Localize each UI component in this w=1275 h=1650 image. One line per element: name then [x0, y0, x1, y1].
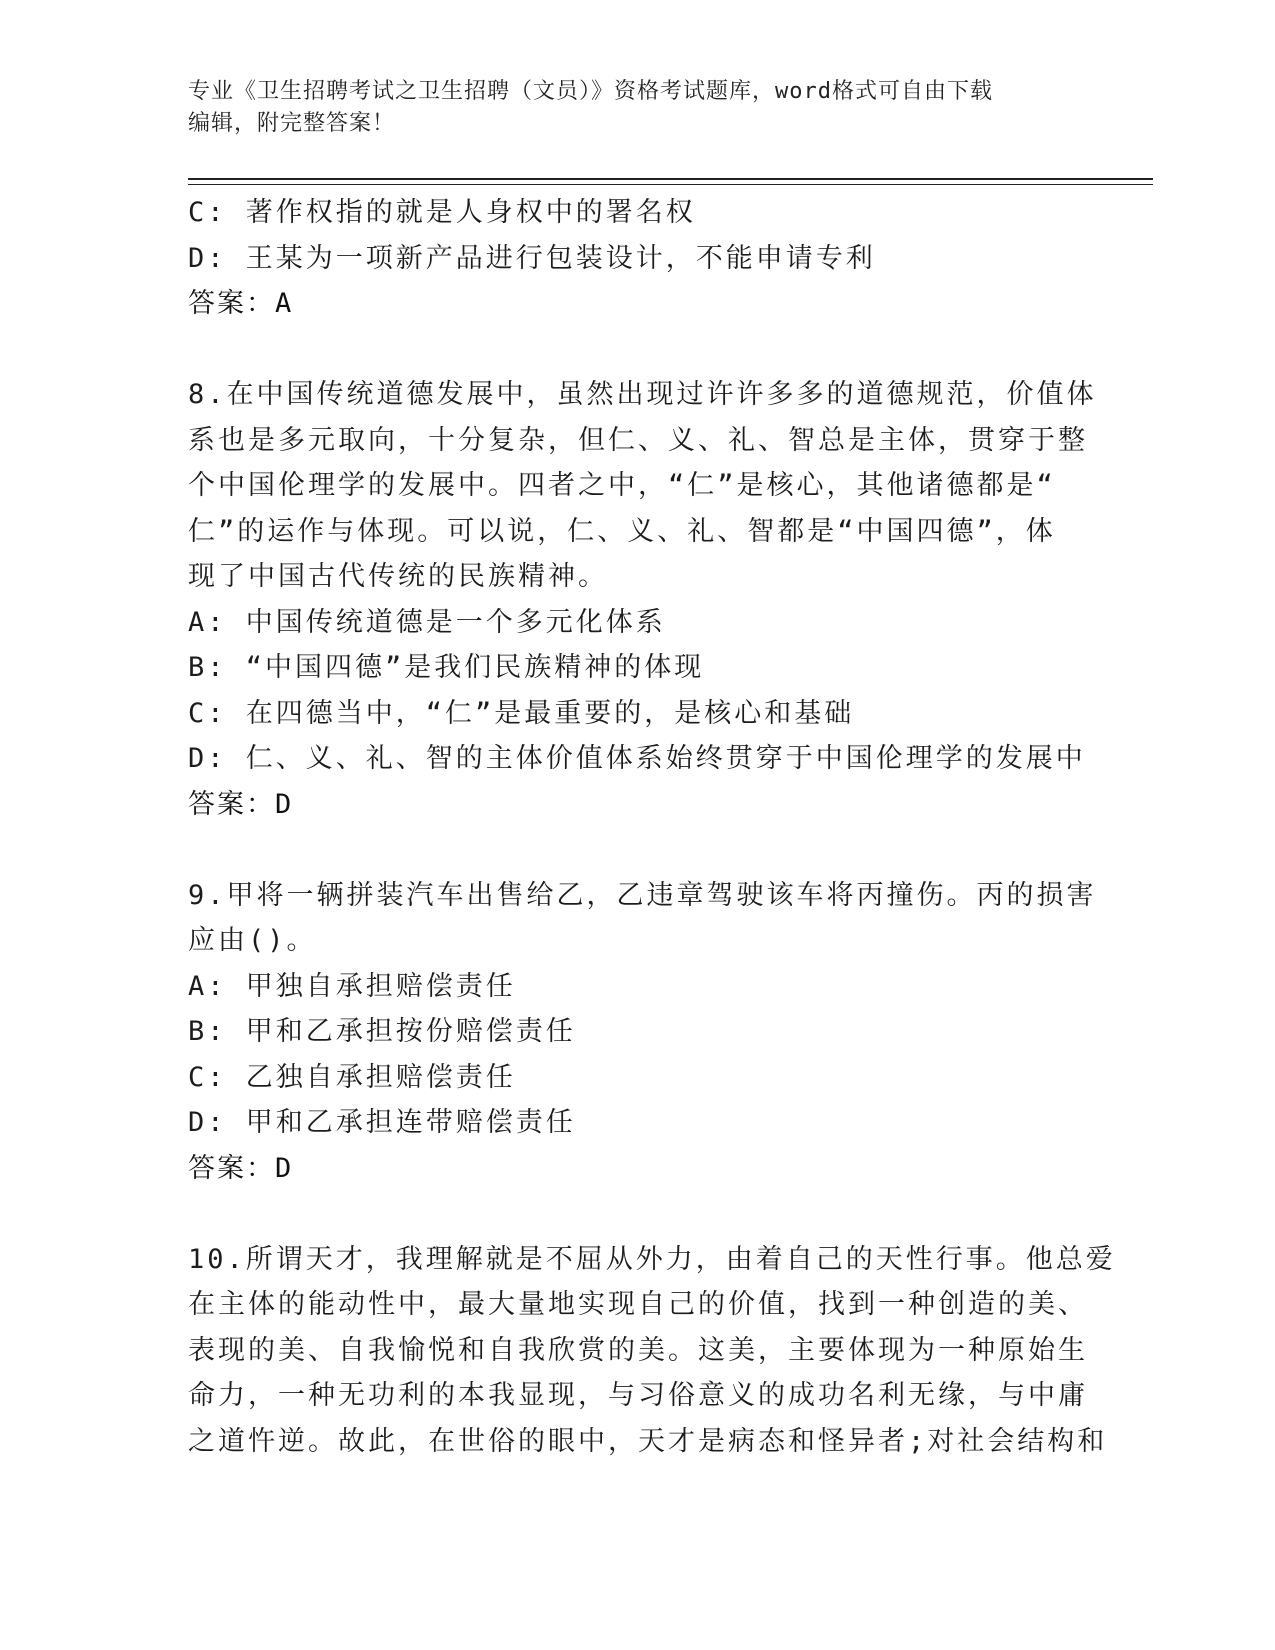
spacer	[188, 827, 1088, 873]
question-stem-line: 系也是多元取向，十分复杂，但仁、义、礼、智总是主体，贯穿于整	[188, 424, 1088, 456]
option-b: B: 甲和乙承担按份赔偿责任	[188, 1016, 576, 1047]
question-stem-line: 在主体的能动性中，最大量地实现自己的价值，找到一种创造的美、	[188, 1289, 1088, 1320]
option-d: D: 仁、义、礼、智的主体价值体系始终贯穿于中国伦理学的发展中	[188, 743, 1086, 774]
option-c: C: 著作权指的就是人身权中的署名权	[188, 197, 696, 228]
header-title-line-2: 编辑，附完整答案！	[188, 111, 396, 136]
spacer	[188, 1191, 1088, 1237]
option-d: D: 甲和乙承担连带赔偿责任	[188, 1107, 576, 1138]
question-stem-line: 命力，一种无功利的本我显现，与习俗意义的成功名利无缘，与中庸	[188, 1380, 1088, 1411]
question-stem-line: 10.所谓天才，我理解就是不屈从外力，由着自己的天性行事。他总爱	[188, 1243, 1116, 1275]
answer-line: 答案：A	[188, 288, 294, 319]
question-stem-line: 8.在中国传统道德发展中，虽然出现过许许多多的道德规范，价值体	[188, 379, 1097, 410]
option-c: C: 乙独自承担赔偿责任	[188, 1061, 516, 1093]
spacer	[188, 327, 1088, 373]
question-stem-line: 表现的美、自我愉悦和自我欣赏的美。这美，主要体现为一种原始生	[188, 1334, 1088, 1366]
question-stem-line: 应由()。	[188, 925, 317, 956]
answer-line: 答案：D	[188, 788, 294, 820]
question-stem-line: 之道忤逆。故此，在世俗的眼中，天才是病态和怪异者;对社会结构和	[188, 1425, 1108, 1457]
document-body	[188, 190, 1116, 1464]
header-divider-thin	[188, 184, 1153, 185]
option-a: A: 甲独自承担赔偿责任	[188, 970, 516, 1002]
question-stem-line: 仁”的运作与体现。可以说，仁、义、礼、智都是“中国四德”，体	[188, 515, 1056, 547]
option-b: B: “中国四德”是我们民族精神的体现	[188, 652, 705, 683]
header-divider-thick	[188, 178, 1153, 180]
answer-line: 答案：D	[188, 1152, 294, 1184]
question-stem-line: 现了中国古代传统的民族精神。	[188, 561, 608, 592]
prev-question-block	[188, 190, 1088, 327]
option-a: A: 中国传统道德是一个多元化体系	[188, 606, 666, 638]
question-stem-line: 9.甲将一辆拼装汽车出售给乙，乙违章驾驶该车将丙撞伤。丙的损害	[188, 879, 1097, 911]
question-10	[188, 1237, 1116, 1465]
question-stem-line: 个中国伦理学的发展中。四者之中，“仁”是核心，其他诸德都是“	[188, 470, 1056, 501]
option-d: D: 王某为一项新产品进行包装设计，不能申请专利	[188, 242, 876, 274]
question-8	[188, 372, 1097, 827]
question-9	[188, 873, 1097, 1192]
document-header	[188, 76, 1088, 140]
option-c: C: 在四德当中，“仁”是最重要的，是核心和基础	[188, 697, 855, 729]
header-title-line-1: 专业《卫生招聘考试之卫生招聘（文员）》资格考试题库，word格式可自由下载	[188, 79, 993, 104]
